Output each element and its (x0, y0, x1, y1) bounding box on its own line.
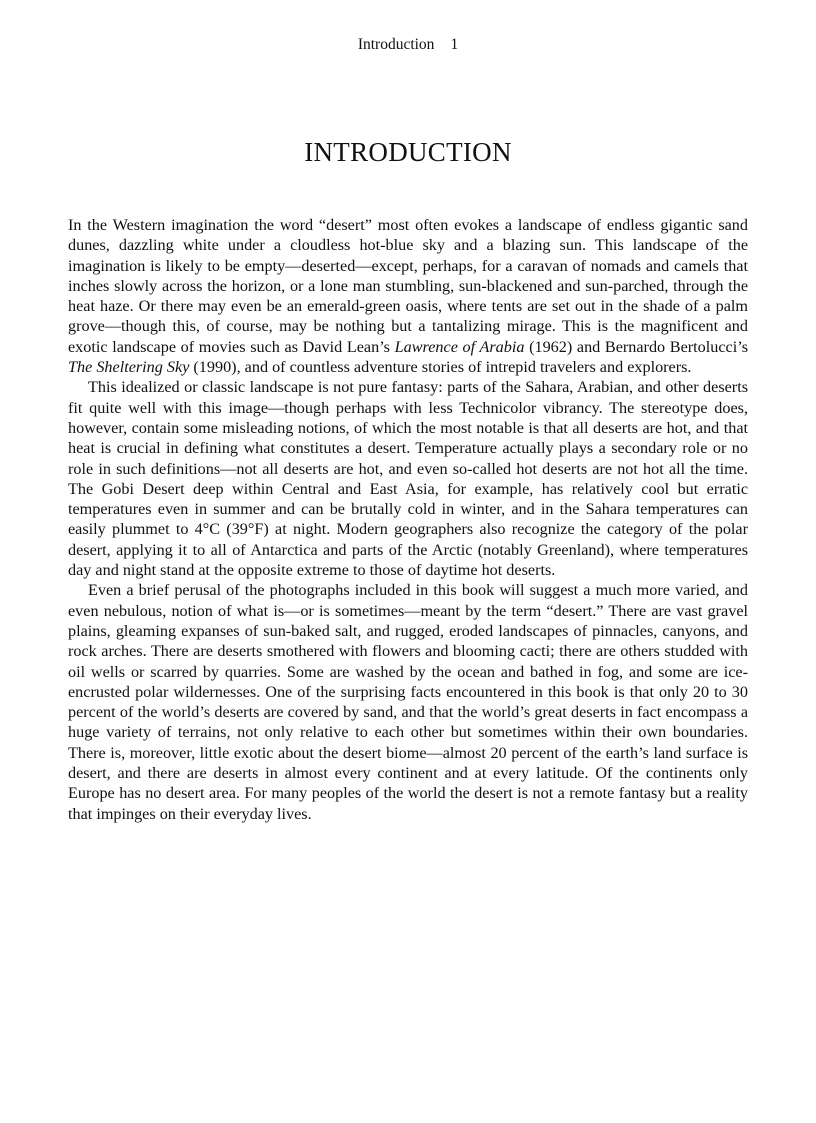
body-text (68, 215, 748, 824)
running-title: Introduction (357, 36, 435, 53)
paragraph-1-text-c: (1990), and of countless adventure stories of intrepid travelers and explorers. (189, 358, 692, 377)
chapter-title: INTRODUCTION (304, 137, 512, 167)
paragraph-1-text-b: (1962) and Bernardo Bertolucci’s (524, 337, 748, 356)
paragraph-3: Even a brief perusal of the photographs included in this book will suggest a much more varied, and even nebulous, notion of what is—or is sometimes—meant by the term “desert.” There are vast gravel plains, gleaming expanses of sun-baked salt, and rugged, eroded landscapes of pinnacles, canyons, and rock arches. There are deserts smothered with flowers and blooming cacti; there are others studded with oil wells or scarred by quarries. Some are washed by the ocean and bathed in fog, and some are ice-encrusted polar wildernesses. One of the surprising facts encountered in this book is that only 20 to 30 percent of the world’s deserts are covered by sand, and that the world’s great deserts in fact encompass a huge variety of terrains, not only relative to each other but sometimes within their own boundaries. There is, moreover, little exotic about the desert biome—almost 20 percent of the earth’s land surface is desert, and there are deserts in almost every continent and at every latitude. Of the continents only Europe has no desert area. For many peoples of the world the desert is not a remote fantasy but a reality that impinges on their everyday lives. (68, 581, 748, 823)
running-header (0, 36, 816, 54)
paragraph-2: This idealized or classic landscape is not pure fantasy: parts of the Sahara, Arabian, and other deserts fit quite well with this image—though perhaps with less Technicolor vibrancy. The stereotype does, however, contain some misleading notions, of which the most notable is that all deserts are hot, and that heat is crucial in defining what constitutes a desert. Temperature actually plays a secondary role or no role in such definitions—not all deserts are hot, and even so-called hot deserts are not hot all the time. The Gobi Desert deep within Central and East Asia, for example, has relatively cool but erratic temperatures even in summer and can be brutally cold in winter, and in the Sahara temperatures can easily plummet to 4°C (39°F) at night. Modern geographers also recognize the category of the polar desert, applying it to all of Antarctica and parts of the Arctic (notably Greenland), where temperatures day and night stand at the opposite extreme to those of daytime hot deserts. (68, 378, 748, 580)
page-number: 1 (450, 36, 459, 53)
film-title-lawrence-of-arabia: Lawrence of Arabia (394, 337, 525, 356)
paragraph-1 (68, 215, 748, 377)
paragraph-1-text-a: In the Western imagination the word “desert” most often evokes a landscape of endless gigantic sand dunes, dazzling white under a cloudless hot-blue sky and a blazing sun. This landscape of the imagination is likely to be empty—deserted—except, perhaps, for a caravan of nomads and camels that inches slowly across the horizon, or a lone man stumbling, sun-blackened and sun-parched, through the heat haze. Or there may even be an emerald-green oasis, where tents are set out in the shade of a palm grove—though this, of course, may be nothing but a tantalizing mirage. This is the magnificent and exotic landscape of movies such as David Lean’s (68, 216, 748, 356)
film-title-the-sheltering-sky: The Sheltering Sky (68, 358, 190, 377)
